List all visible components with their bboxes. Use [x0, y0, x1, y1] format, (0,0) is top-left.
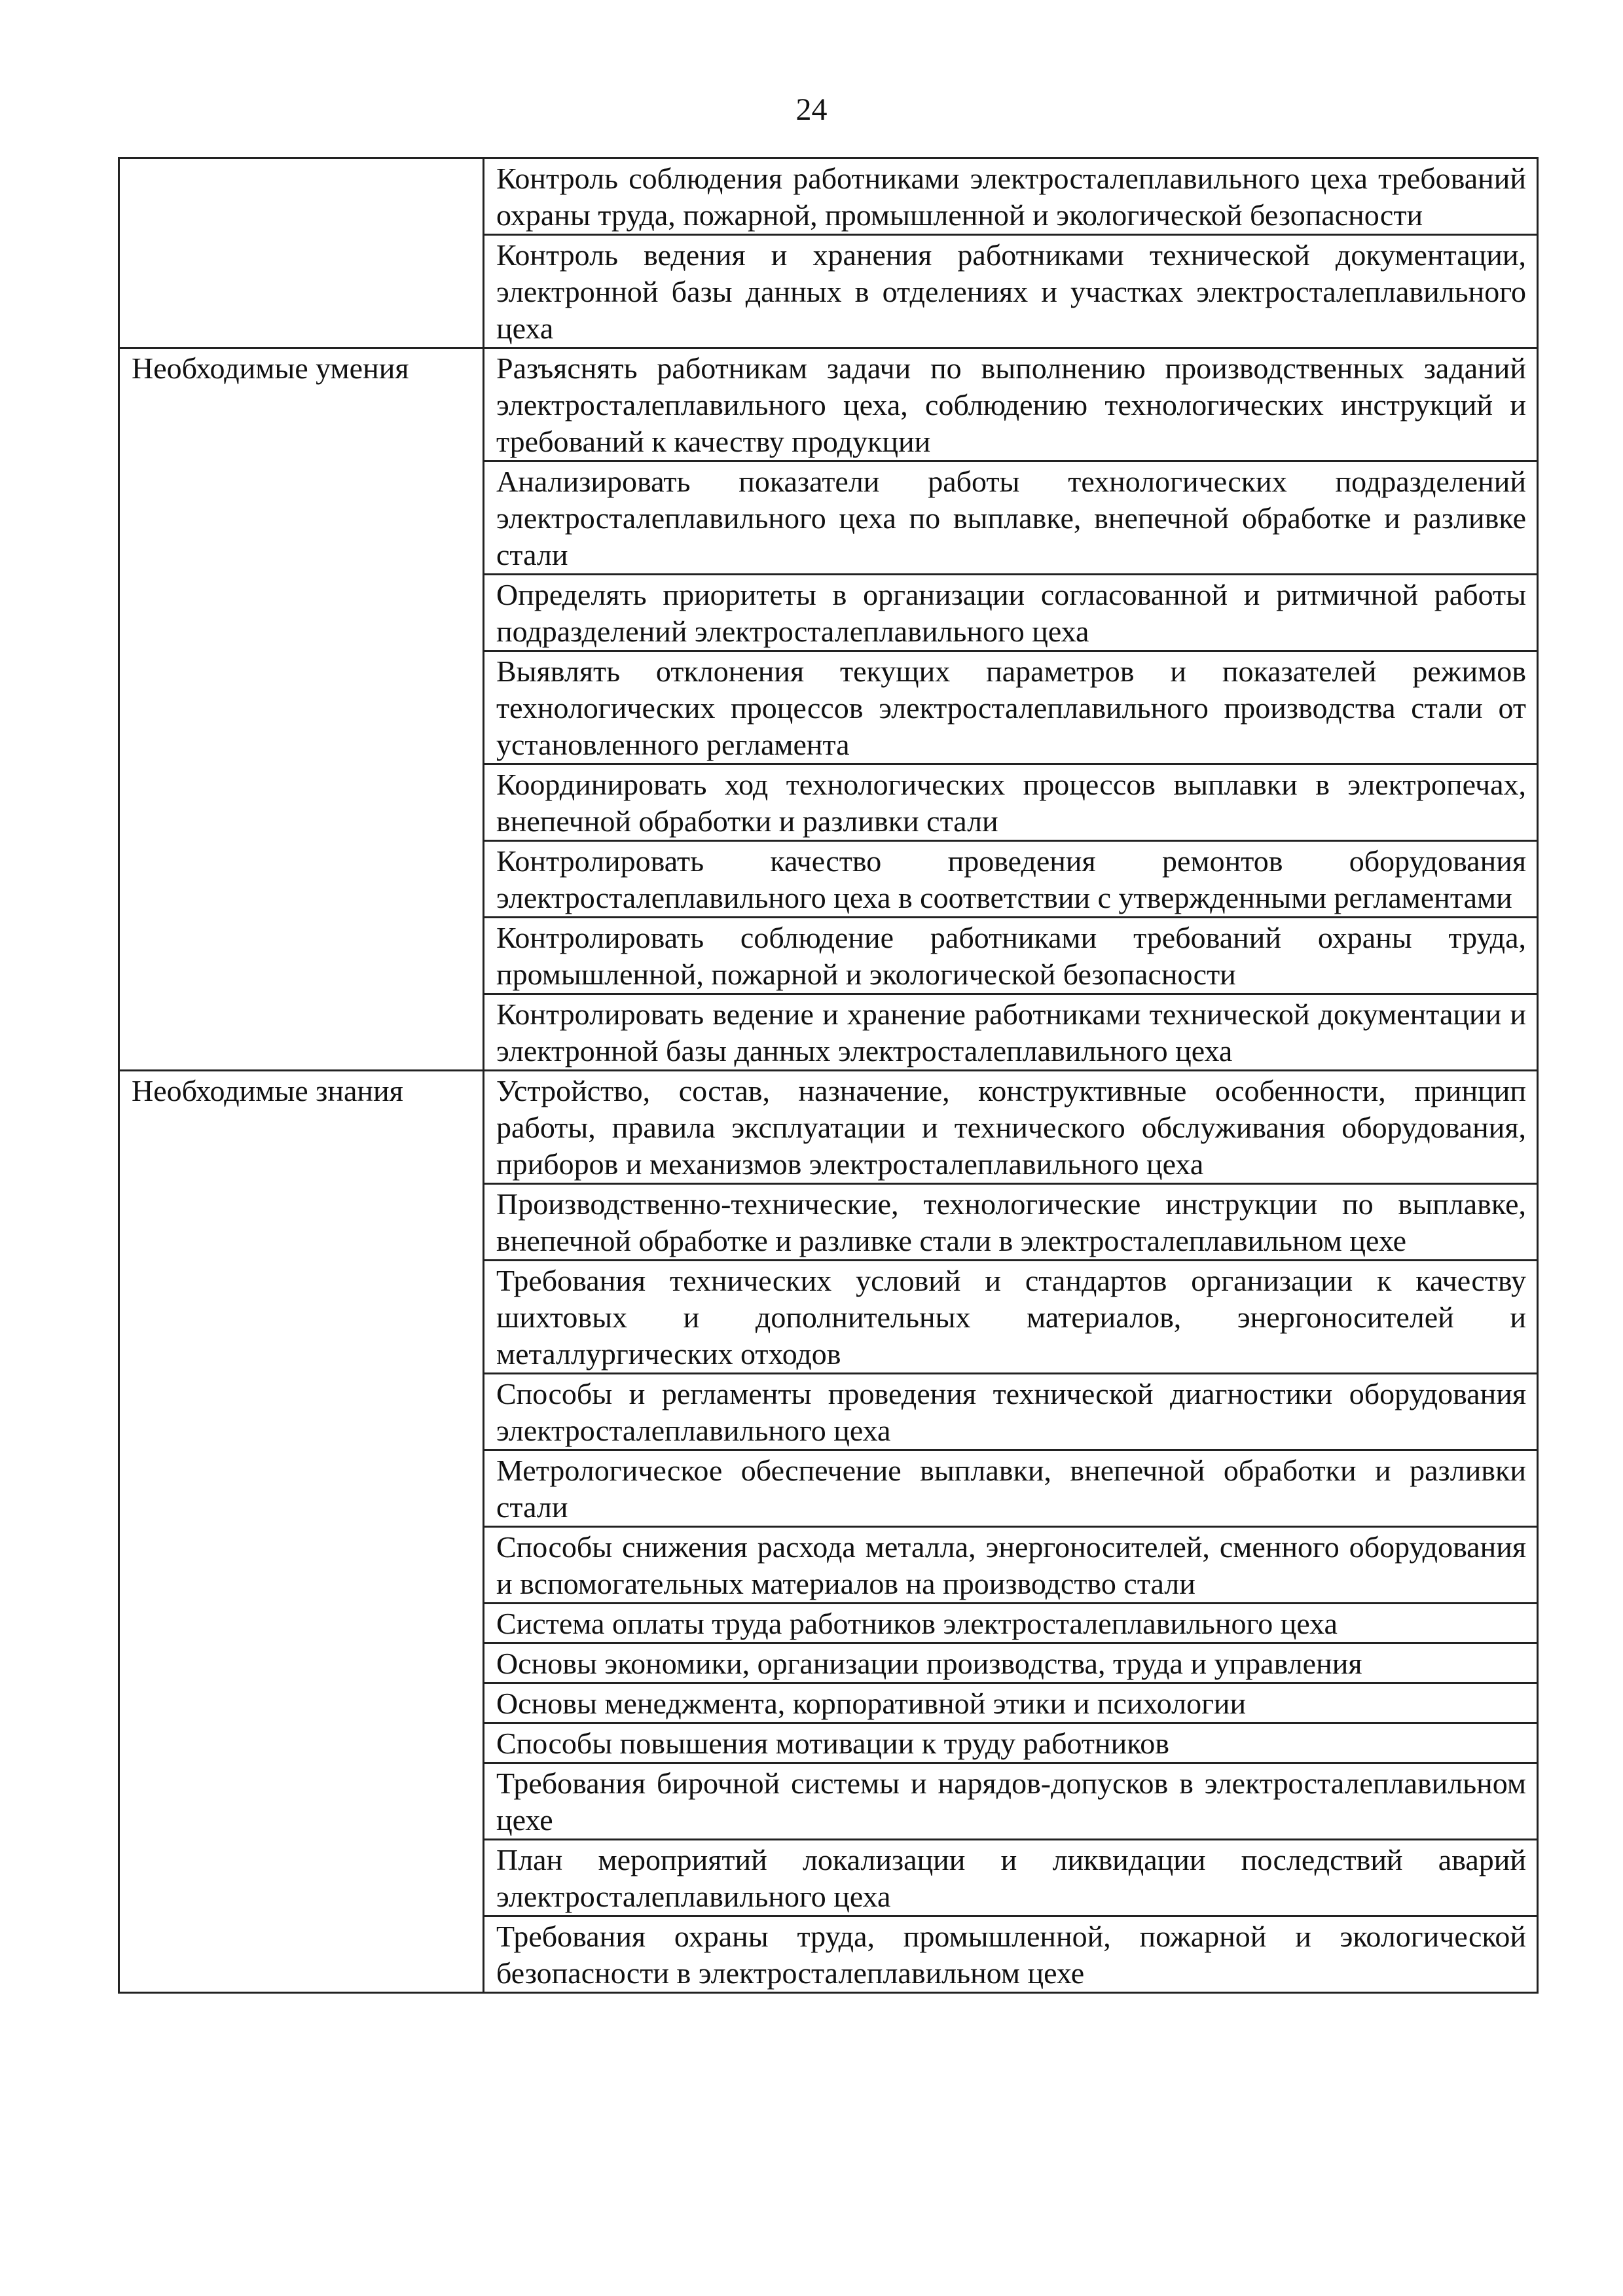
- requirement-item: Метрологическое обеспечение выплавки, внепечной обработки и разливки стали: [484, 1450, 1538, 1527]
- requirement-item: Контроль соблюдения работниками электросталеплавильного цеха требований охраны труда, пожарной, промышленной и экологической безопасности: [484, 158, 1538, 235]
- requirement-item: Контроль ведения и хранения работниками технической документации, электронной базы данных в отделениях и участках электросталеплавильного цеха: [484, 235, 1538, 348]
- requirement-item: Требования бирочной системы и нарядов-допусков в электросталеплавильном цехе: [484, 1763, 1538, 1840]
- requirements-table-body: [119, 158, 1538, 1993]
- table-row: [119, 1071, 1538, 1184]
- requirement-item: Требования охраны труда, промышленной, пожарной и экологической безопасности в электросталеплавильном цехе: [484, 1916, 1538, 1993]
- requirement-item: Способы снижения расхода металла, энергоносителей, сменного оборудования и вспомогательных материалов на производство стали: [484, 1527, 1538, 1604]
- requirement-item: План мероприятий локализации и ликвидации последствий аварий электросталеплавильного цеха: [484, 1840, 1538, 1916]
- requirement-item: Контролировать соблюдение работниками требований охраны труда, промышленной, пожарной и экологической безопасности: [484, 918, 1538, 994]
- requirement-item: Способы и регламенты проведения технической диагностики оборудования электросталеплавильного цеха: [484, 1374, 1538, 1450]
- requirement-item: Анализировать показатели работы технологических подразделений электросталеплавильного цеха по выплавке, внепечной обработке и разливке стали: [484, 461, 1538, 575]
- requirement-item: Координировать ход технологических процессов выплавки в электропечах, внепечной обработки и разливки стали: [484, 764, 1538, 841]
- section-label: Необходимые умения: [119, 348, 484, 1071]
- requirement-item: Определять приоритеты в организации согласованной и ритмичной работы подразделений электросталеплавильного цеха: [484, 575, 1538, 651]
- requirement-item: Разъяснять работникам задачи по выполнению производственных заданий электросталеплавильного цеха, соблюдению технологических инструкций и требований к качеству продукции: [484, 348, 1538, 461]
- requirement-item: Система оплаты труда работников электросталеплавильного цеха: [484, 1604, 1538, 1643]
- requirement-item: Основы экономики, организации производства, труда и управления: [484, 1643, 1538, 1683]
- requirement-item: Способы повышения мотивации к труду работников: [484, 1723, 1538, 1763]
- page-number: 24: [795, 92, 828, 127]
- table-row: [119, 348, 1538, 461]
- requirement-item: Основы менеджмента, корпоративной этики и психологии: [484, 1683, 1538, 1723]
- table-row: [119, 158, 1538, 235]
- requirements-table: [118, 157, 1539, 1994]
- requirement-item: Контролировать качество проведения ремонтов оборудования электросталеплавильного цеха в соответствии с утвержденными регламентами: [484, 841, 1538, 918]
- requirement-item: Выявлять отклонения текущих параметров и показателей режимов технологических процессов электросталеплавильного производства стали от установленного регламента: [484, 651, 1538, 764]
- requirement-item: Производственно-технические, технологические инструкции по выплавке, внепечной обработке и разливке стали в электросталеплавильном цехе: [484, 1184, 1538, 1261]
- requirement-item: Контролировать ведение и хранение работниками технической документации и электронной базы данных электросталеплавильного цеха: [484, 994, 1538, 1071]
- section-label: Необходимые знания: [119, 1071, 484, 1993]
- section-label: [119, 158, 484, 348]
- requirement-item: Требования технических условий и стандартов организации к качеству шихтовых и дополнительных материалов, энергоносителей и металлургических отходов: [484, 1261, 1538, 1374]
- requirement-item: Устройство, состав, назначение, конструктивные особенности, принцип работы, правила эксплуатации и технического обслуживания оборудования, приборов и механизмов электросталеплавильного цеха: [484, 1071, 1538, 1184]
